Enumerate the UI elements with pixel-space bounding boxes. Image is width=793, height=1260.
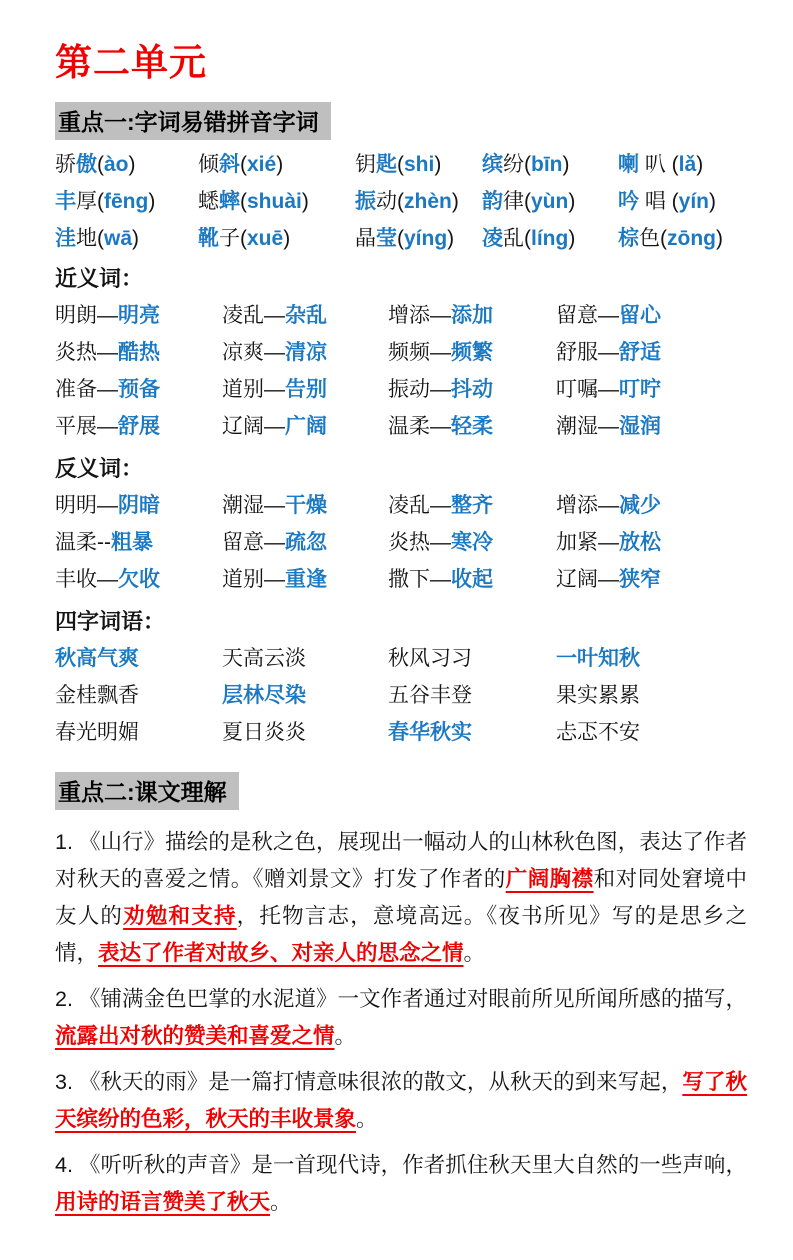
paragraph-segment: 4. 《听听秋的声音》是一首现代诗，作者抓住秋天里大自然的一些声响， bbox=[55, 1153, 747, 1177]
pair-word-b: 粗暴 bbox=[111, 531, 153, 554]
word-part-highlight: 丰 bbox=[55, 190, 76, 213]
pair-word-a: 频频 bbox=[388, 341, 430, 364]
pair-word-a: 潮湿 bbox=[222, 494, 264, 517]
pinyin-text: shi bbox=[404, 153, 435, 176]
word-part-highlight: 傲 bbox=[76, 153, 97, 176]
pinyin-text: yíng bbox=[404, 227, 448, 250]
pair-word-b: 添加 bbox=[451, 304, 493, 327]
pair-word-b: 收起 bbox=[451, 568, 493, 591]
pair-word-b: 狭窄 bbox=[619, 568, 661, 591]
paragraph-segment: 3. 《秋天的雨》是一篇打情意味很浓的散文，从秋天的到来写起， bbox=[55, 1070, 683, 1094]
paren-close: ) bbox=[301, 190, 309, 213]
pair-dash: — bbox=[430, 531, 451, 554]
antonym-pair bbox=[556, 495, 747, 517]
pair-word-b: 抖动 bbox=[451, 378, 493, 401]
pair-word-b: 整齐 bbox=[451, 494, 493, 517]
word-part-black: 唱 bbox=[639, 190, 672, 213]
pinyin-text: líng bbox=[531, 227, 569, 250]
pair-word-a: 叮嘱 bbox=[556, 378, 598, 401]
pair-dash: — bbox=[264, 378, 285, 401]
pinyin-word bbox=[198, 191, 355, 213]
four-char-label: 四字词语： bbox=[55, 609, 166, 634]
pinyin-text: wā bbox=[104, 227, 133, 250]
pair-dash: — bbox=[264, 341, 285, 364]
pinyin-word-list bbox=[55, 154, 747, 250]
pair-word-a: 明朗 bbox=[55, 304, 97, 327]
pair-word-b: 阴暗 bbox=[118, 494, 160, 517]
synonym-pair bbox=[556, 305, 747, 327]
word-part-black: 倾 bbox=[198, 153, 219, 176]
pinyin-word bbox=[618, 228, 747, 250]
comprehension-paragraph-4 bbox=[55, 1147, 747, 1221]
word-part-black: 叭 bbox=[639, 153, 672, 176]
pair-word-a: 振动 bbox=[388, 378, 430, 401]
pinyin-text: fēng bbox=[104, 190, 149, 213]
paragraph-segment: 1. 《山行》描绘的是秋之色，展现出一幅动人的山林秋色图，表达了作者对秋天的喜爱之情。《赠刘景文》打发了作者的 bbox=[55, 830, 747, 891]
pair-dash: — bbox=[97, 494, 118, 517]
pinyin-text: bīn bbox=[531, 153, 563, 176]
paragraph-segment: 用诗的语言赞美了秋天 bbox=[55, 1190, 271, 1214]
word-part-black: 地 bbox=[76, 227, 97, 250]
pair-dash: — bbox=[97, 304, 118, 327]
paragraph-segment: 流露出对秋的赞美和喜爱之情 bbox=[55, 1024, 335, 1048]
antonyms-list bbox=[55, 495, 747, 591]
pair-word-a: 增添 bbox=[388, 304, 430, 327]
four-char-word: 天高云淡 bbox=[222, 647, 306, 670]
paren-close: ) bbox=[148, 190, 156, 213]
pair-word-b: 清凉 bbox=[285, 341, 327, 364]
pair-dash: — bbox=[598, 341, 619, 364]
pair-dash: — bbox=[430, 494, 451, 517]
paren-open: ( bbox=[397, 190, 404, 213]
word-part-highlight: 凌 bbox=[482, 227, 503, 250]
antonym-pair bbox=[556, 532, 747, 554]
pair-word-a: 辽阔 bbox=[222, 415, 264, 438]
word-part-highlight: 靴 bbox=[198, 227, 219, 250]
pair-word-b: 湿润 bbox=[619, 415, 661, 438]
pair-word-a: 明明 bbox=[55, 494, 97, 517]
paren-open: ( bbox=[524, 190, 531, 213]
paren-open: ( bbox=[671, 190, 679, 213]
synonym-pair bbox=[55, 342, 222, 364]
four-char-word: 果实累累 bbox=[556, 684, 640, 707]
pinyin-word bbox=[55, 191, 198, 213]
pinyin-word bbox=[482, 228, 618, 250]
pair-dash: — bbox=[264, 304, 285, 327]
unit-title: 第二单元 bbox=[55, 42, 207, 83]
synonym-pair bbox=[388, 416, 556, 438]
synonym-pair bbox=[388, 342, 556, 364]
pair-word-a: 凌乱 bbox=[222, 304, 264, 327]
pair-dash: — bbox=[430, 568, 451, 591]
pair-word-a: 道别 bbox=[222, 568, 264, 591]
pair-word-a: 留意 bbox=[222, 531, 264, 554]
pair-word-a: 潮湿 bbox=[556, 415, 598, 438]
synonym-pair bbox=[222, 379, 388, 401]
word-part-highlight: 洼 bbox=[55, 227, 76, 250]
antonym-pair bbox=[556, 569, 747, 591]
pinyin-word bbox=[618, 154, 747, 176]
section-header-key-point-1: 重点一:字词易错拼音字词 bbox=[55, 102, 331, 140]
antonym-pair bbox=[388, 495, 556, 517]
paren-open: ( bbox=[240, 190, 247, 213]
pinyin-text: zhèn bbox=[404, 190, 452, 213]
pair-word-a: 加紧 bbox=[556, 531, 598, 554]
pinyin-text: xuē bbox=[247, 227, 284, 250]
pair-word-b: 频繁 bbox=[451, 341, 493, 364]
word-part-highlight: 棕 bbox=[618, 227, 639, 250]
synonym-pair bbox=[388, 379, 556, 401]
pair-word-b: 欠收 bbox=[118, 568, 160, 591]
pair-word-a: 增添 bbox=[556, 494, 598, 517]
synonym-pair bbox=[556, 416, 747, 438]
paragraph-segment: 劝勉和支持 bbox=[123, 904, 237, 928]
paren-close: ) bbox=[709, 190, 717, 213]
pair-dash: — bbox=[598, 494, 619, 517]
paren-open: ( bbox=[240, 153, 247, 176]
pinyin-text: lǎ bbox=[678, 153, 697, 176]
four-char-word: 夏日炎炎 bbox=[222, 721, 306, 744]
pair-word-b: 干燥 bbox=[285, 494, 327, 517]
pair-word-a: 准备 bbox=[55, 378, 97, 401]
four-char-word: 忐忑不安 bbox=[556, 721, 640, 744]
synonym-pair bbox=[388, 305, 556, 327]
four-char-word-list bbox=[55, 648, 747, 744]
pinyin-text: xié bbox=[247, 153, 277, 176]
pair-word-b: 轻柔 bbox=[451, 415, 493, 438]
word-part-highlight: 吟 bbox=[618, 190, 639, 213]
four-char-word: 一叶知秋 bbox=[556, 647, 640, 670]
synonym-pair bbox=[222, 342, 388, 364]
pair-word-a: 舒服 bbox=[556, 341, 598, 364]
pair-word-b: 重逢 bbox=[285, 568, 327, 591]
paragraph-segment: 2. 《铺满金色巴掌的水泥道》一文作者通过对眼前所见所闻所感的描写， bbox=[55, 987, 747, 1011]
pair-dash: — bbox=[97, 341, 118, 364]
paren-close: ) bbox=[276, 153, 284, 176]
paragraph-segment: 写了秋天缤纷的色彩，秋天的丰收景象 bbox=[55, 1070, 747, 1131]
pair-word-b: 寒冷 bbox=[451, 531, 493, 554]
pair-word-a: 辽阔 bbox=[556, 568, 598, 591]
paren-open: ( bbox=[240, 227, 247, 250]
pinyin-word bbox=[355, 191, 482, 213]
pair-word-a: 炎热 bbox=[55, 341, 97, 364]
pair-dash: — bbox=[97, 415, 118, 438]
synonym-pair bbox=[556, 379, 747, 401]
pair-word-a: 凌乱 bbox=[388, 494, 430, 517]
pair-dash: — bbox=[598, 568, 619, 591]
pair-word-a: 撒下 bbox=[388, 568, 430, 591]
pair-dash: — bbox=[430, 304, 451, 327]
pair-dash: — bbox=[430, 415, 451, 438]
pair-dash: — bbox=[598, 304, 619, 327]
word-part-black: 骄 bbox=[55, 153, 76, 176]
word-part-highlight: 韵 bbox=[482, 190, 503, 213]
pair-word-b: 放松 bbox=[619, 531, 661, 554]
paren-close: ) bbox=[132, 227, 140, 250]
comprehension-paragraph-3 bbox=[55, 1064, 747, 1138]
paren-open: ( bbox=[524, 227, 531, 250]
synonyms-list bbox=[55, 305, 747, 438]
antonym-pair bbox=[388, 569, 556, 591]
pair-dash: — bbox=[264, 494, 285, 517]
pair-word-b: 预备 bbox=[118, 378, 160, 401]
pinyin-text: yùn bbox=[531, 190, 569, 213]
word-part-highlight: 缤 bbox=[482, 153, 503, 176]
pinyin-word bbox=[355, 228, 482, 250]
word-part-highlight: 斜 bbox=[219, 153, 240, 176]
antonym-pair bbox=[222, 495, 388, 517]
word-part-black: 律 bbox=[503, 190, 524, 213]
pair-word-a: 留意 bbox=[556, 304, 598, 327]
pinyin-text: zōng bbox=[667, 227, 716, 250]
word-part-highlight: 莹 bbox=[376, 227, 397, 250]
antonym-pair bbox=[222, 569, 388, 591]
pinyin-word bbox=[198, 154, 355, 176]
pinyin-text: ào bbox=[104, 153, 129, 176]
paragraph-segment: 。 bbox=[334, 1024, 357, 1048]
word-part-black: 子 bbox=[219, 227, 240, 250]
four-char-word: 秋风习习 bbox=[388, 647, 472, 670]
synonym-pair bbox=[55, 305, 222, 327]
pair-word-b: 明亮 bbox=[118, 304, 160, 327]
paren-close: ) bbox=[434, 153, 442, 176]
pair-word-b: 舒适 bbox=[619, 341, 661, 364]
paren-close: ) bbox=[451, 190, 459, 213]
antonym-pair bbox=[55, 532, 222, 554]
four-char-word: 层林尽染 bbox=[222, 684, 306, 707]
pair-word-a: 丰收 bbox=[55, 568, 97, 591]
pinyin-word bbox=[55, 228, 198, 250]
pair-word-b: 疏忽 bbox=[285, 531, 327, 554]
pair-dash: — bbox=[430, 341, 451, 364]
paren-open: ( bbox=[397, 227, 404, 250]
paragraph-segment: 广阔胸襟 bbox=[505, 867, 594, 891]
pair-word-b: 杂乱 bbox=[285, 304, 327, 327]
section-header-key-point-2: 重点二:课文理解 bbox=[55, 772, 239, 810]
synonym-pair bbox=[556, 342, 747, 364]
pair-word-a: 道别 bbox=[222, 378, 264, 401]
paren-open: ( bbox=[97, 153, 104, 176]
pair-dash: — bbox=[264, 415, 285, 438]
paren-open: ( bbox=[97, 227, 104, 250]
pinyin-word bbox=[482, 191, 618, 213]
paren-close: ) bbox=[128, 153, 136, 176]
pair-dash: — bbox=[598, 415, 619, 438]
pair-word-b: 酷热 bbox=[118, 341, 160, 364]
pair-dash: — bbox=[97, 378, 118, 401]
paren-open: ( bbox=[97, 190, 104, 213]
antonym-pair bbox=[55, 495, 222, 517]
paren-close: ) bbox=[568, 227, 576, 250]
pinyin-word bbox=[482, 154, 618, 176]
paren-close: ) bbox=[696, 153, 704, 176]
word-part-highlight: 振 bbox=[355, 190, 376, 213]
word-part-black: 钥 bbox=[355, 153, 376, 176]
paren-open: ( bbox=[660, 227, 667, 250]
pinyin-text: shuài bbox=[247, 190, 302, 213]
pair-word-b: 减少 bbox=[619, 494, 661, 517]
synonyms-label: 近义词： bbox=[55, 266, 144, 291]
four-char-word: 金桂飘香 bbox=[55, 684, 139, 707]
pair-word-a: 温柔 bbox=[55, 531, 97, 554]
antonym-pair bbox=[222, 532, 388, 554]
paren-close: ) bbox=[447, 227, 455, 250]
synonym-pair bbox=[55, 416, 222, 438]
paren-open: ( bbox=[397, 153, 404, 176]
paren-open: ( bbox=[671, 153, 679, 176]
paragraph-segment: ，托物言志，意境高远。《夜书所见》写的是思乡之情， bbox=[55, 904, 747, 965]
pinyin-word bbox=[198, 228, 355, 250]
antonym-pair bbox=[55, 569, 222, 591]
paragraph-segment: 。 bbox=[270, 1190, 292, 1214]
paragraph-segment: 表达了作者对故乡、对亲人的思念之情 bbox=[98, 941, 464, 965]
pair-word-b: 告别 bbox=[285, 378, 327, 401]
pinyin-word bbox=[355, 154, 482, 176]
pair-dash: — bbox=[598, 531, 619, 554]
pair-word-b: 叮咛 bbox=[619, 378, 661, 401]
pair-word-a: 平展 bbox=[55, 415, 97, 438]
four-char-word: 春光明媚 bbox=[55, 721, 139, 744]
word-part-black: 乱 bbox=[503, 227, 524, 250]
four-char-word: 秋高气爽 bbox=[55, 647, 139, 670]
pair-word-b: 舒展 bbox=[118, 415, 160, 438]
pair-word-b: 留心 bbox=[619, 304, 661, 327]
pair-dash: — bbox=[430, 378, 451, 401]
word-part-highlight: 蟀 bbox=[219, 190, 240, 213]
pair-dash: — bbox=[598, 378, 619, 401]
synonym-pair bbox=[55, 379, 222, 401]
pinyin-word bbox=[618, 191, 747, 213]
synonym-pair bbox=[222, 416, 388, 438]
four-char-word: 春华秋实 bbox=[388, 721, 472, 744]
word-part-black: 动 bbox=[376, 190, 397, 213]
paren-close: ) bbox=[568, 190, 576, 213]
word-part-black: 纷 bbox=[503, 153, 524, 176]
four-char-word: 五谷丰登 bbox=[388, 684, 472, 707]
comprehension-paragraph-2 bbox=[55, 981, 747, 1055]
pair-word-b: 广阔 bbox=[285, 415, 327, 438]
word-part-highlight: 匙 bbox=[376, 153, 397, 176]
word-part-highlight: 喇 bbox=[618, 153, 639, 176]
pair-dash: — bbox=[97, 568, 118, 591]
pair-dash: -- bbox=[97, 531, 111, 554]
word-part-black: 蟋 bbox=[198, 190, 219, 213]
paren-close: ) bbox=[715, 227, 723, 250]
pair-dash: — bbox=[264, 531, 285, 554]
pair-dash: — bbox=[264, 568, 285, 591]
word-part-black: 厚 bbox=[76, 190, 97, 213]
comprehension-paragraph-1 bbox=[55, 824, 747, 972]
paragraph-segment: 。 bbox=[463, 941, 486, 965]
word-part-black: 色 bbox=[639, 227, 660, 250]
word-part-black: 晶 bbox=[355, 227, 376, 250]
pinyin-word bbox=[55, 154, 198, 176]
paren-close: ) bbox=[562, 153, 570, 176]
paragraph-segment: 。 bbox=[356, 1107, 378, 1131]
pair-word-a: 炎热 bbox=[388, 531, 430, 554]
paren-open: ( bbox=[524, 153, 531, 176]
synonym-pair bbox=[222, 305, 388, 327]
antonyms-label: 反义词： bbox=[55, 456, 144, 481]
paragraph-segment: 和对同处窘境中友人的 bbox=[55, 867, 747, 928]
paren-close: ) bbox=[283, 227, 291, 250]
pinyin-text: yín bbox=[678, 190, 710, 213]
pair-word-a: 温柔 bbox=[388, 415, 430, 438]
antonym-pair bbox=[388, 532, 556, 554]
pair-word-a: 凉爽 bbox=[222, 341, 264, 364]
